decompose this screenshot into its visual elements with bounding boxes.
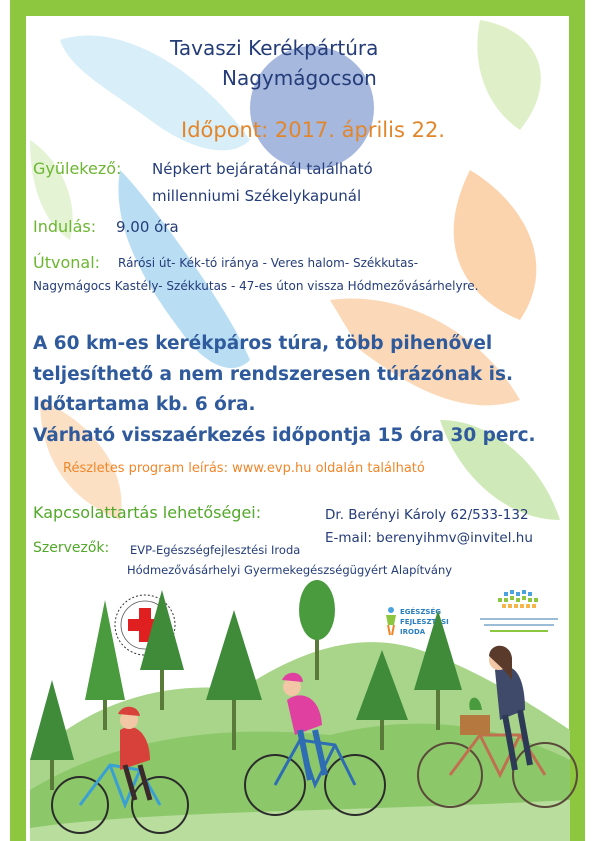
organizers-line-2: Hódmezővásárhelyi Gyermekegészségügyért Alapítvány xyxy=(127,563,453,577)
contact-label: Kapcsolattartás lehetőségei: xyxy=(33,503,262,522)
organizers-label: Szervezők: xyxy=(33,540,110,556)
details-note: Részletes program leírás: www.evp.hu oldalán található xyxy=(63,461,425,476)
gathering-line-2: millenniumi Székelykapunál xyxy=(152,187,362,205)
info-line-1: A 60 km-es kerékpáros túra, több pihenővel xyxy=(33,333,493,354)
info-line-4: Várható visszaérkezés időpontja 15 óra 30 perc. xyxy=(33,425,536,446)
event-date: Időpont: 2017. április 22. xyxy=(181,118,445,142)
cycling-scene xyxy=(0,560,595,841)
title-line-1: Tavaszi Kerékpártúra xyxy=(170,36,379,60)
info-line-3: Időtartama kb. 6 óra. xyxy=(33,394,256,415)
info-line-2: teljesíthető a nem rendszeresen túrázónak is. xyxy=(33,364,514,385)
gathering-label: Gyülekező: xyxy=(33,159,122,178)
route-line-2: Nagymágocs Kastély- Székkutas - 47-es úton vissza Hódmezővásárhelyre. xyxy=(33,279,479,293)
organizers-line-1: EVP-Egészségfejlesztési Iroda xyxy=(130,543,301,557)
efi-logo-line-2: FEJLESZTÉSI xyxy=(400,618,449,626)
efi-logo-line-1: EGÉSZSÉG xyxy=(400,608,441,616)
title-line-2: Nagymágocson xyxy=(222,66,377,90)
gathering-line-1: Népkert bejáratánál található xyxy=(152,160,373,178)
departure-value: 9.00 óra xyxy=(116,218,179,236)
frame-top xyxy=(10,0,585,16)
contact-email: E-mail: berenyihmv@invitel.hu xyxy=(325,530,533,546)
efi-logo-line-3: IRODA xyxy=(400,628,426,636)
route-label: Útvonal: xyxy=(33,253,101,272)
contact-person: Dr. Berényi Károly 62/533-132 xyxy=(325,507,529,523)
route-line-1: Rárósi út- Kék-tó iránya - Veres halom- Székkutas- xyxy=(118,256,419,270)
departure-label: Indulás: xyxy=(33,217,97,236)
